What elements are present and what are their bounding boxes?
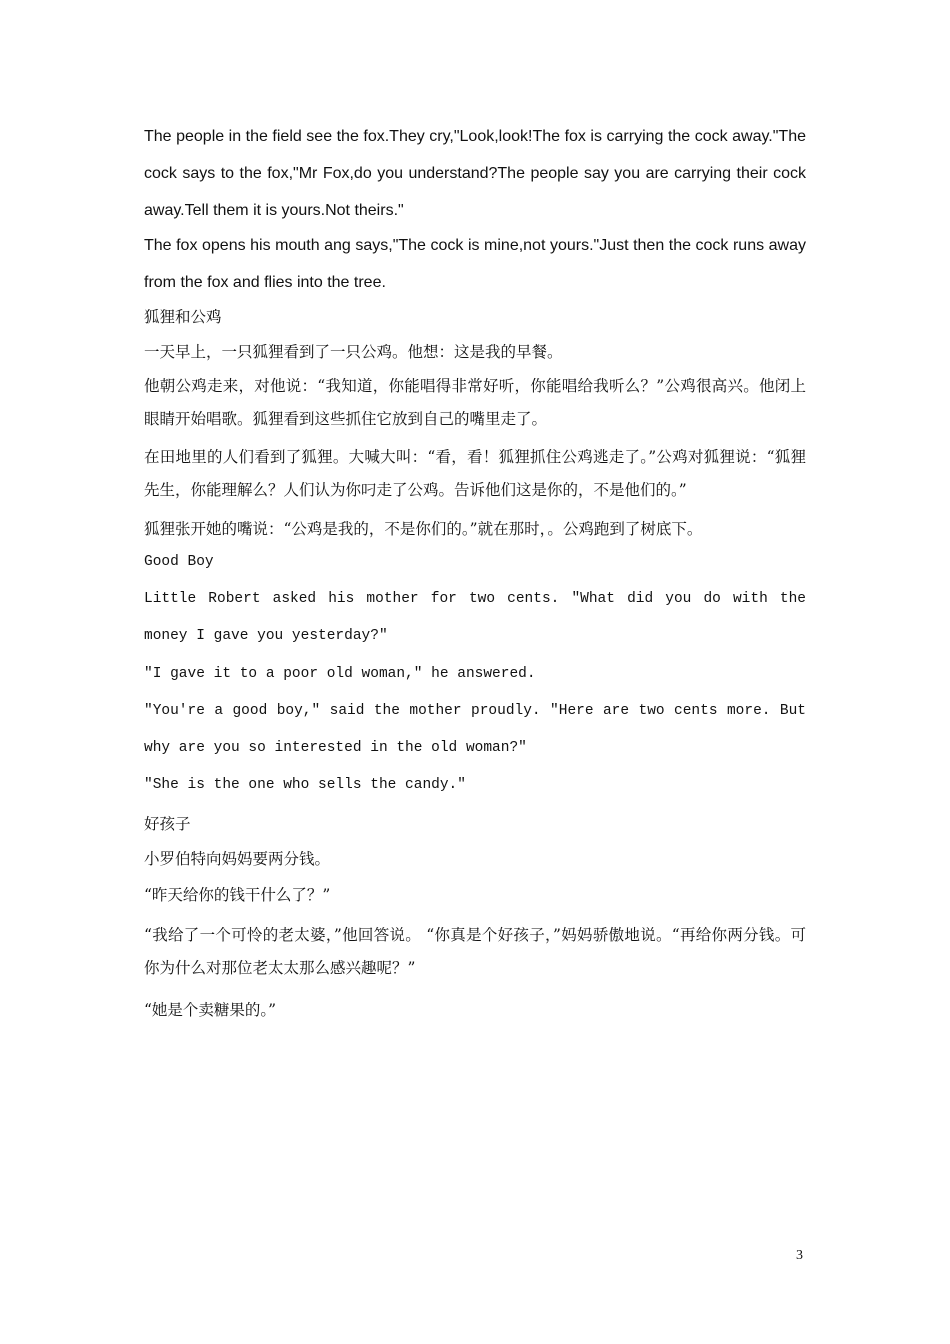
good-boy-en-paragraph-3: "You're a good boy," said the mother proudly. "Here are two cents more. But why are you so interested in the old woman?" [144,703,806,756]
fox-story-cn-paragraph-3: 在田地里的人们看到了狐狸。大喊大叫：“看，看！狐狸抓住公鸡逃走了。”公鸡对狐狸说：“狐狸先生，你能理解么？人们认为你叼走了公鸡。告诉他们这是你的，不是他们的。” [144,448,806,499]
fox-story-cn-paragraph-4: 狐狸张开她的嘴说：“公鸡是我的，不是你们的。”就在那时，。公鸡跑到了树底下。 [144,520,703,538]
good-boy-en-paragraph-1: Little Robert asked his mother for two cents. "What did you do with the money I gave you yesterday?" [144,591,806,644]
good-boy-cn-paragraph-2: “昨天给你的钱干什么了？” [144,886,331,904]
good-boy-en-title: Good Boy [144,554,214,570]
good-boy-cn-paragraph-4: “她是个卖糖果的。” [144,1001,277,1019]
good-boy-cn-paragraph-1: 小罗伯特向妈妈要两分钱。 [144,850,331,868]
good-boy-cn-title: 好孩子 [144,815,191,833]
fox-story-cn-paragraph-1: 一天早上，一只狐狸看到了一只公鸡。他想：这是我的早餐。 [144,343,563,361]
good-boy-cn-paragraph-3: “我给了一个可怜的老太婆，”他回答说。 “你真是个好孩子，”妈妈骄傲地说。“再给你两分钱。可你为什么对那位老太太那么感兴趣呢？” [144,926,806,977]
page-number: 3 [796,1248,803,1263]
good-boy-en-paragraph-2: "I gave it to a poor old woman," he answered. [144,666,536,682]
fox-story-en-paragraph-1: The people in the field see the fox.They cry,"Look,look!The fox is carrying the cock away."The cock says to the fox,"Mr Fox,do you understand?The people say you are carrying their cock away.Tell them it is yours.Not theirs." [144,128,806,219]
fox-story-cn-title: 狐狸和公鸡 [144,308,222,326]
good-boy-en-paragraph-4: "She is the one who sells the candy." [144,777,466,793]
fox-story-en-paragraph-2: The fox opens his mouth ang says,"The cock is mine,not yours."Just then the cock runs away from the fox and flies into the tree. [144,237,806,291]
fox-story-cn-paragraph-2: 他朝公鸡走来，对他说：“我知道，你能唱得非常好听，你能唱给我听么？”公鸡很高兴。他闭上眼睛开始唱歌。狐狸看到这些抓住它放到自己的嘴里走了。 [144,377,806,428]
